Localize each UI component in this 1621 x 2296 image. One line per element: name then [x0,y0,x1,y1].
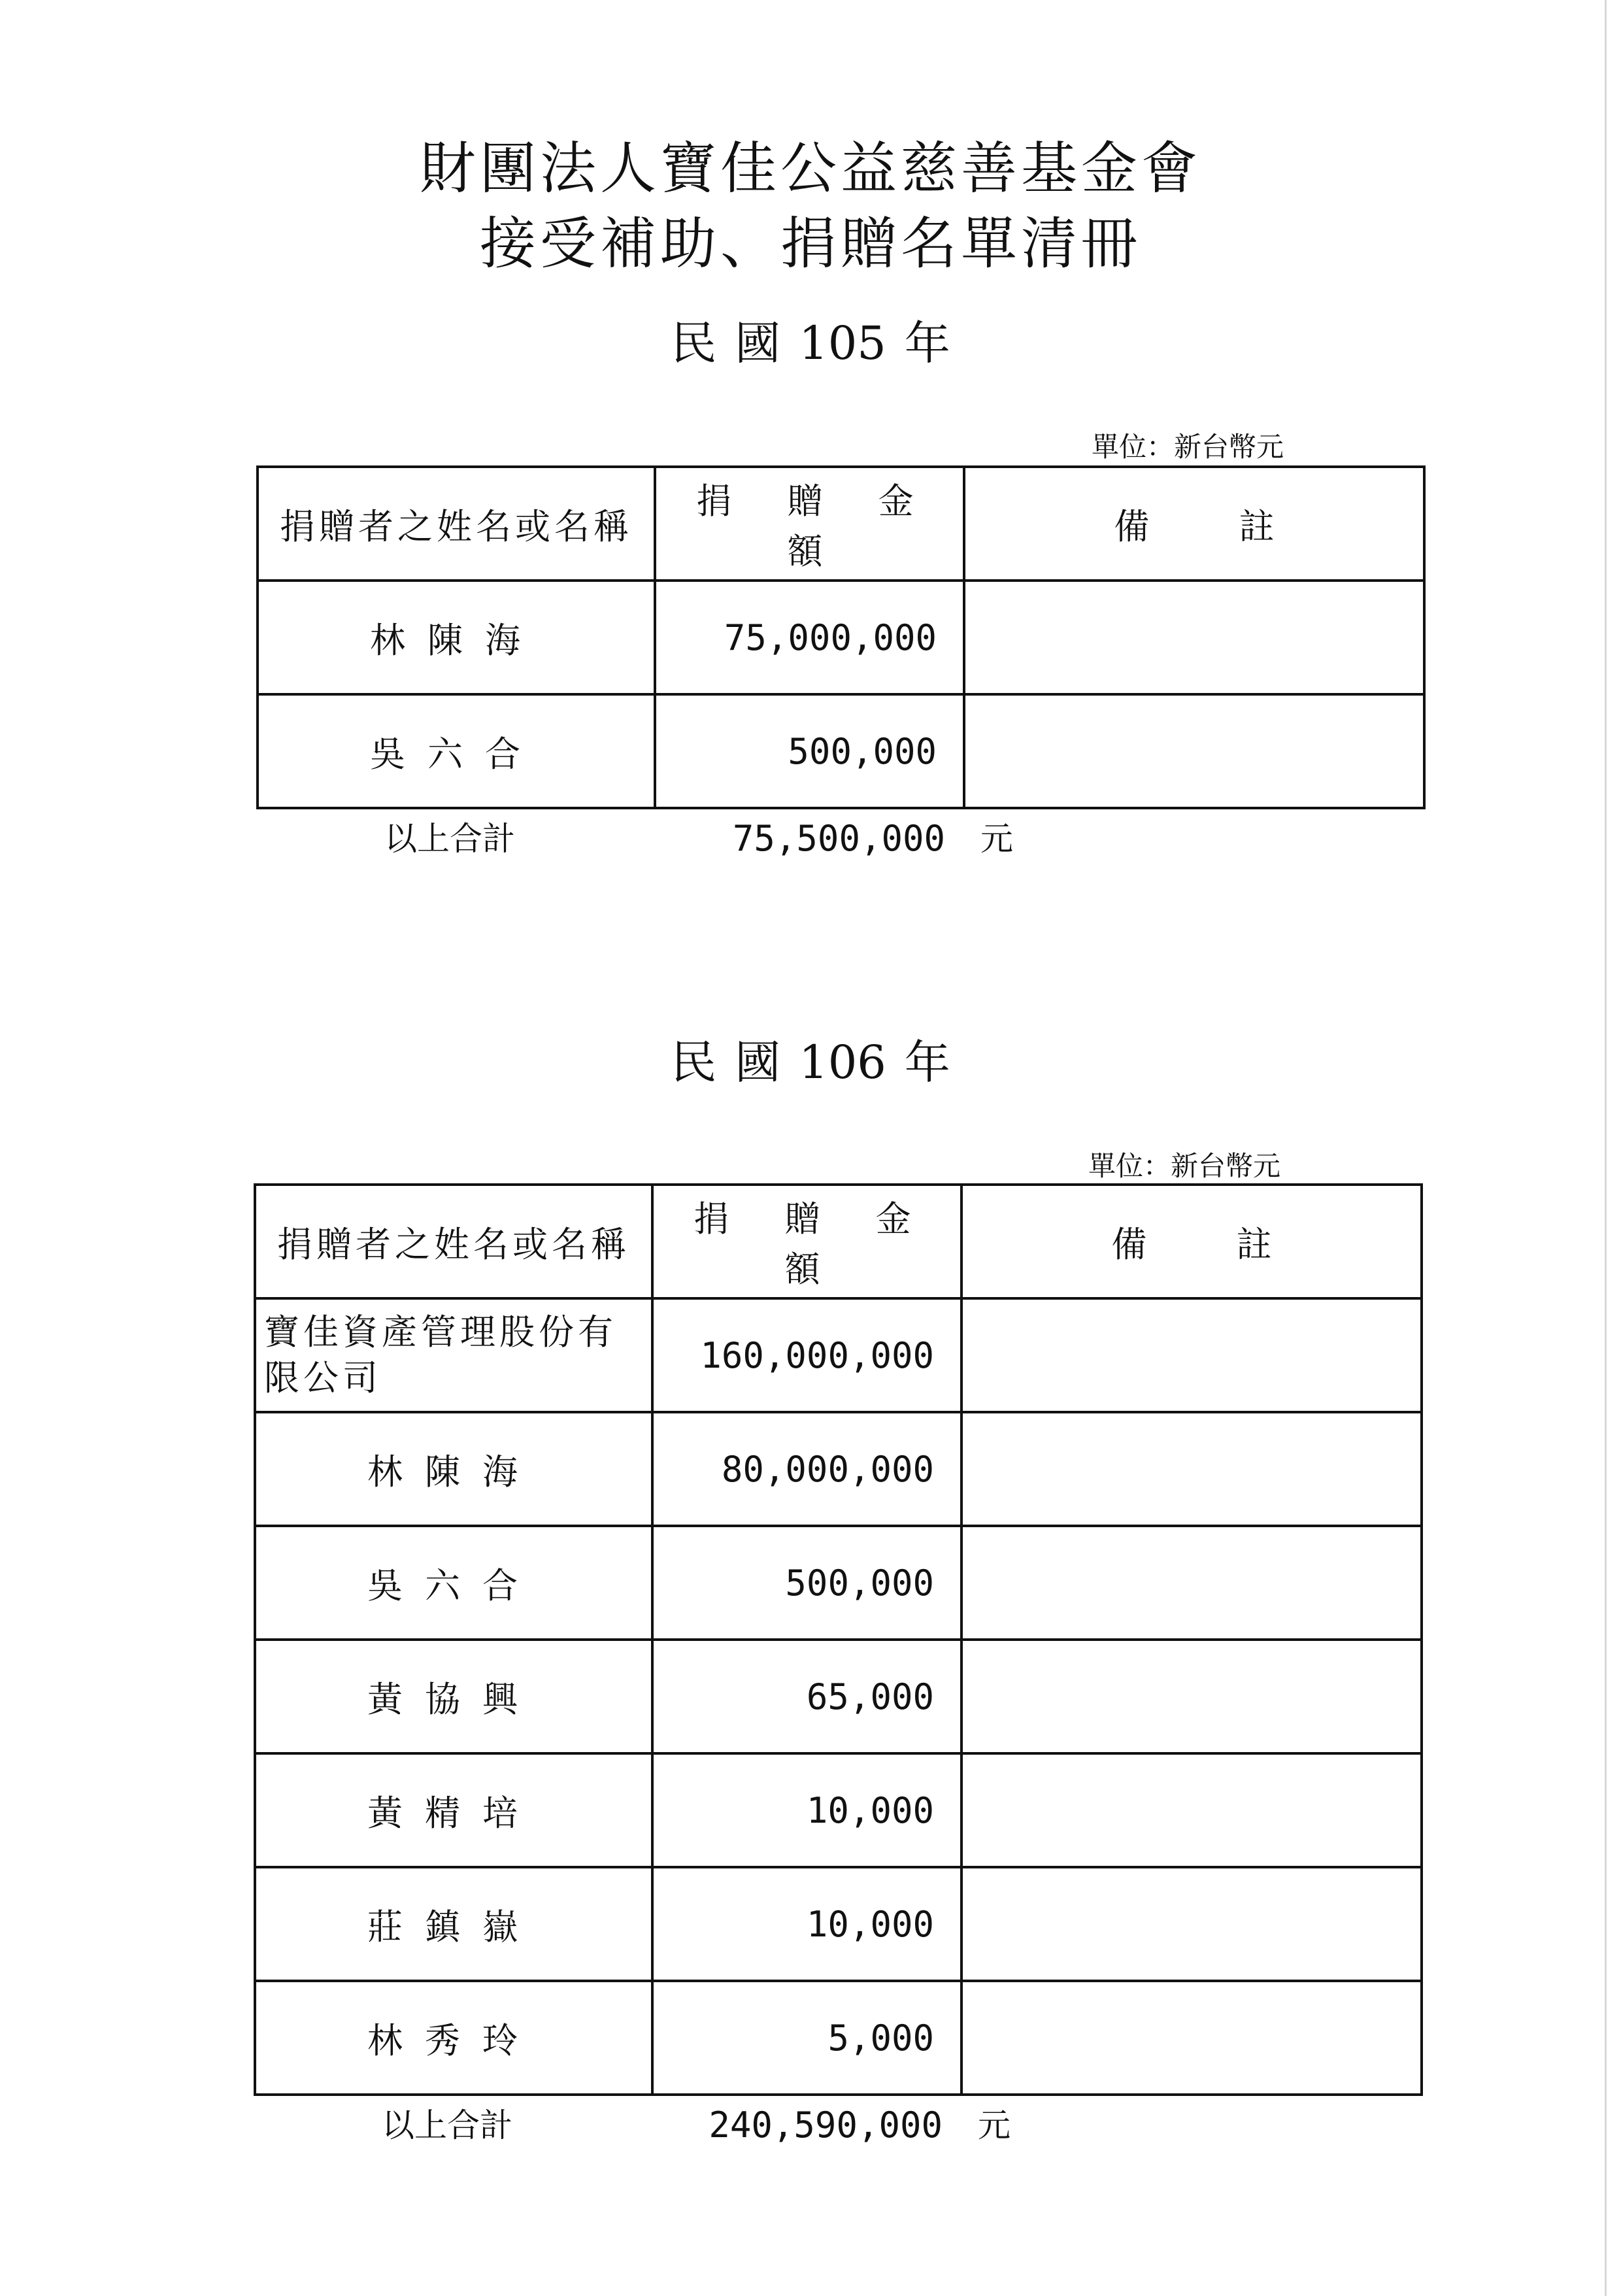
donor-name: 黃精培 [255,1753,652,1867]
table-row [255,1753,1422,1867]
document-subtitle: 接受補助、捐贈名單清冊 [480,211,1141,277]
donor-amount: 5,000 [652,1981,961,2095]
donor-note [961,1640,1422,1753]
donor-name: 黃協興 [255,1640,652,1753]
table-row [258,581,1424,694]
donor-amount: 500,000 [655,694,964,808]
donor-note [961,1981,1422,2095]
total-amount-106: 240,590,000 [709,2104,943,2146]
donor-name: 吳六合 [255,1526,652,1640]
donor-note [964,694,1424,808]
year-heading-106: 民 國 106 年 [671,1036,950,1089]
donor-name: 吳六合 [258,694,655,808]
total-label-105: 以上合計 [384,820,515,858]
donor-amount: 500,000 [652,1526,961,1640]
donor-name: 林陳海 [258,581,655,694]
donor-amount: 75,000,000 [655,581,964,694]
donor-amount: 10,000 [652,1753,961,1867]
table-row [258,694,1424,808]
donor-name: 寶佳資產管理股份有限公司 [255,1298,652,1412]
table-row [255,1412,1422,1526]
donation-table-105 [256,465,1426,809]
table-row [255,1867,1422,1981]
donor-note [961,1298,1422,1412]
donation-table-106 [254,1183,1423,2096]
unit-label-105: 單位：新台幣元 [1092,431,1284,463]
donor-note [964,581,1424,694]
header-amount: 捐 贈 金 額 [655,467,964,581]
total-unit-105: 元 [980,820,1013,858]
donor-amount: 80,000,000 [652,1412,961,1526]
header-amount: 捐 贈 金 額 [652,1185,961,1298]
donor-amount: 65,000 [652,1640,961,1753]
header-note: 備 註 [961,1185,1422,1298]
table-header-row [258,467,1424,581]
document-title: 財團法人寶佳公益慈善基金會 [420,136,1201,201]
header-donor-name: 捐贈者之姓名或名稱 [258,467,655,581]
total-amount-105: 75,500,000 [732,818,945,859]
header-note: 備 註 [964,467,1424,581]
donor-name: 林秀玲 [255,1981,652,2095]
unit-label-106: 單位：新台幣元 [1088,1150,1281,1182]
donor-note [961,1526,1422,1640]
table-row [255,1526,1422,1640]
table-row [255,1981,1422,2095]
total-label-106: 以上合計 [382,2106,512,2144]
donor-note [961,1867,1422,1981]
donor-note [961,1753,1422,1867]
donor-name: 莊鎮嶽 [255,1867,652,1981]
header-donor-name: 捐贈者之姓名或名稱 [255,1185,652,1298]
table-row [255,1640,1422,1753]
donor-amount: 10,000 [652,1867,961,1981]
table-header-row [255,1185,1422,1298]
donor-name: 林陳海 [255,1412,652,1526]
total-unit-106: 元 [978,2106,1011,2144]
table-row [255,1298,1422,1412]
year-heading-105: 民 國 105 年 [671,316,950,370]
donor-note [961,1412,1422,1526]
donor-amount: 160,000,000 [652,1298,961,1412]
